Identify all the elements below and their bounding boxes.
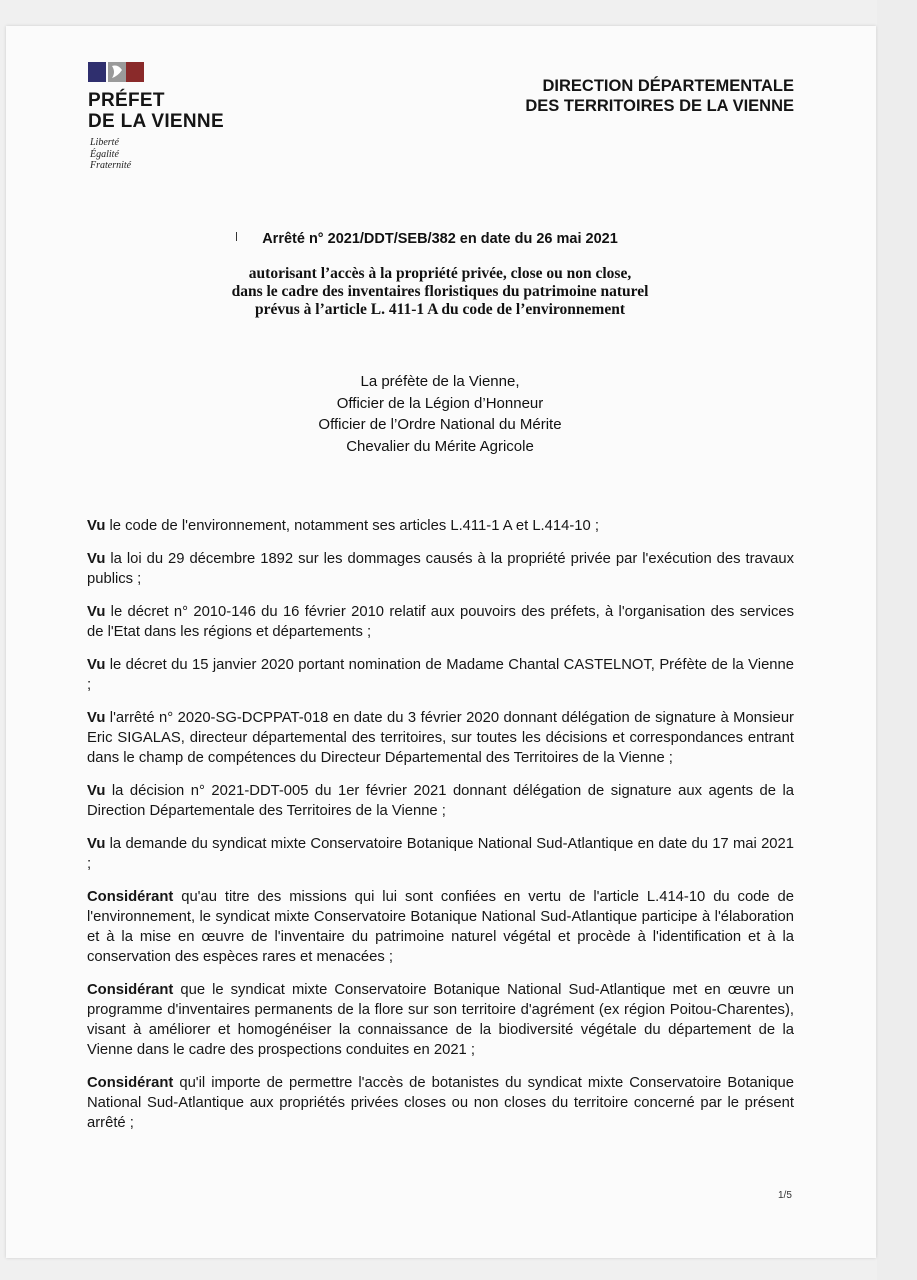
prefete-titles xyxy=(0,371,880,457)
paragraph-lead: Vu xyxy=(87,710,106,726)
paragraph-text: le décret n° 2010-146 du 16 février 2010 relatif aux pouvoirs des préfets, à l'organisation des services de l'Etat dans les régions et départements ; xyxy=(87,604,794,640)
authority-line-4: Chevalier du Mérite Agricole xyxy=(346,437,534,455)
arrete-subtitle xyxy=(0,265,880,319)
direction-header xyxy=(480,76,794,116)
authority-line-2: Officier de la Légion d’Honneur xyxy=(336,394,544,412)
motto-fraternite: Fraternité xyxy=(90,160,132,171)
viewer-margin xyxy=(877,0,917,1280)
paragraph-text: la demande du syndicat mixte Conservatoire Botanique National Sud-Atlantique en date du 17 mai 2021 ; xyxy=(87,836,794,872)
paragraph-text: le code de l'environnement, notamment ses articles L.411-1 A et L.414-10 ; xyxy=(105,518,599,534)
paragraph-lead: Considérant xyxy=(87,982,174,998)
paragraph-vu-demande xyxy=(87,834,794,874)
paragraph-vu-decret-2010 xyxy=(87,602,794,642)
prefet-line-1: PRÉFET xyxy=(88,90,165,111)
paragraph-vu-arrete-delegation xyxy=(87,708,794,768)
paragraph-text: le décret du 15 janvier 2020 portant nomination de Madame Chantal CASTELNOT, Préfète de la Vienne ; xyxy=(87,657,794,693)
paragraph-lead: Vu xyxy=(87,657,106,673)
paragraph-lead: Vu xyxy=(87,518,106,534)
paragraph-vu-loi-1892 xyxy=(87,549,794,589)
paragraph-text: la décision n° 2021-DDT-005 du 1er février 2021 donnant délégation de signature aux agents de la Direction Départementale des Territoires de la Vienne ; xyxy=(87,783,794,819)
paragraph-vu-decision-2021 xyxy=(87,781,794,821)
republic-motto xyxy=(90,137,131,172)
motto-liberte: Liberté xyxy=(90,137,119,148)
paragraph-lead: Considérant xyxy=(87,1075,174,1091)
paragraph-text: qu'au titre des missions qui lui sont confiées en vertu de l'article L.414-10 du code de l'environnement, le syndicat mixte Conservatoire Botanique National Sud-Atlantique participe à l'élaboration et à la mise en œuvre de l'inventaire du patrimoine naturel végétal et procède à l'identification et à la conservation des espèces rares et menacées ; xyxy=(87,889,794,965)
marianne-emblem-icon xyxy=(88,62,144,82)
paragraph-lead: Vu xyxy=(87,783,106,799)
authority-line-3: Officier de l’Ordre National du Mérite xyxy=(318,416,562,433)
direction-line-2: DES TERRITOIRES DE LA VIENNE xyxy=(525,97,794,115)
arrete-title: Arrêté n° 2021/DDT/SEB/382 en date du 26 mai 2021 xyxy=(262,231,618,247)
subtitle-line-3: prévus à l’article L. 411-1 A du code de l’environnement xyxy=(255,301,625,318)
paragraph-considerant-missions xyxy=(87,887,794,967)
paragraph-lead: Vu xyxy=(87,551,106,567)
paragraph-text: que le syndicat mixte Conservatoire Botanique National Sud-Atlantique met en œuvre un programme d'inventaires permanents de la flore sur son territoire d'agrément (ex région Poitou-Charentes), visant à améliorer et homogénéiser la connaissance de la biodiversité végétale du département de la Vienne dans le cadre des prospections conduites en 2021 ; xyxy=(87,982,794,1058)
visas-and-considerants xyxy=(87,516,794,1146)
subtitle-line-1: autorisant l’accès à la propriété privée, close ou non close, xyxy=(248,265,632,282)
paragraph-lead: Considérant xyxy=(87,889,174,905)
motto-egalite: Égalité xyxy=(90,148,119,160)
paragraph-text: l'arrêté n° 2020-SG-DCPPAT-018 en date du 3 février 2020 donnant délégation de signature à Monsieur Eric SIGALAS, directeur départemental des territoires, sur toutes les décisions et correspondances entrant dans le champ de compétences du Directeur Départemental des Territoires de la Vienne ; xyxy=(87,710,794,766)
direction-line-1: DIRECTION DÉPARTEMENTALE xyxy=(542,77,794,95)
paragraph-vu-code-environnement xyxy=(87,516,794,536)
page-number: 1/5 xyxy=(778,1190,792,1201)
paragraph-text: la loi du 29 décembre 1892 sur les dommages causés à la propriété privée par l'exécution des travaux publics ; xyxy=(87,551,794,587)
paragraph-considerant-acces xyxy=(87,1073,794,1133)
paragraph-vu-decret-2020 xyxy=(87,655,794,695)
paragraph-text: qu'il importe de permettre l'accès de botanistes du syndicat mixte Conservatoire Botanique National Sud-Atlantique aux propriétés privées closes ou non closes du territoire concerné par le présent arrêté ; xyxy=(87,1075,794,1131)
paragraph-considerant-programme xyxy=(87,980,794,1060)
prefet-line-2: DE LA VIENNE xyxy=(88,111,224,132)
paragraph-lead: Vu xyxy=(87,604,106,620)
subtitle-line-2: dans le cadre des inventaires floristiques du patrimoine naturel xyxy=(231,283,649,300)
authority-line-1: La préfète de la Vienne, xyxy=(360,373,520,390)
prefet-title xyxy=(88,90,288,132)
paragraph-lead: Vu xyxy=(87,836,106,852)
